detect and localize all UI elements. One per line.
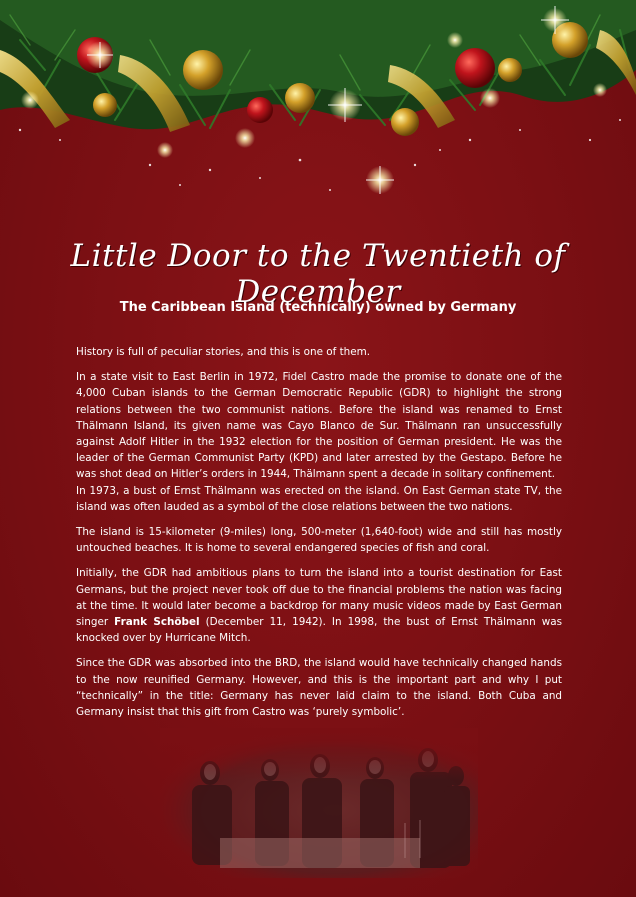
paragraph: Since the GDR was absorbed into the BRD, the island would have technically changed hands to the now reunified Germany. However, and this is the important part and why I put “technically” in the title: Germany has never laid claim to the island. Both Cuba and Germany insist that this gift from Castro was ‘purely symbolic’. [76,657,562,719]
paragraph: The island is 15-kilometer (9-miles) long, 500-meter (1,640-foot) wide and still has mostly untouched beaches. It is home to several endangered species of fish and coral. [76,526,562,555]
page-title: Little Door to the Twentieth of December [70,238,566,310]
historical-photo [160,728,478,878]
paragraph: In 1973, a bust of Ernst Thälmann was erected on the island. On East German state TV, the island was often lauded as a symbol of the close relations between the two nations. [76,484,562,513]
paragraph: History is full of peculiar stories, and this is one of them. [76,346,371,358]
page-subtitle: The Caribbean Island (technically) owned by Germany [119,300,517,315]
singer-name: Frank Schöbel [114,616,200,629]
christmas-garland-image [0,0,636,215]
paragraph: In a state visit to East Berlin in 1972, Fidel Castro made the promise to donate one of the 4,000 Cuban islands to the German Democratic Republic (GDR) to highlight the strong relations between the two communist nations. Before the island was renamed to Ernst Thälmann Island, its given name was Cayo Blanco de Sur. Thälmann ran unsuccessfully against Adolf Hitler in the 1932 election for the position of German president. He was the leader of the German Communist Party (KPD) and later arrested by the Gestapo. Before he was shot dead on Hitler’s orders in 1944, Thälmann spent a decade in solitary confinement. [76,371,562,481]
article-body [76,344,562,729]
paragraph: Initially, the GDR had ambitious plans to turn the island into a tourist destination for East Germans, but the project never took off due to the financial problems the nation was facing at the time. It would later become a backdrop for many music videos made by East German singer Frank Schöbel (December 11, 1942). In 1998, the bust of Ernst Thälmann was knocked over by Hurricane Mitch. [76,567,563,645]
